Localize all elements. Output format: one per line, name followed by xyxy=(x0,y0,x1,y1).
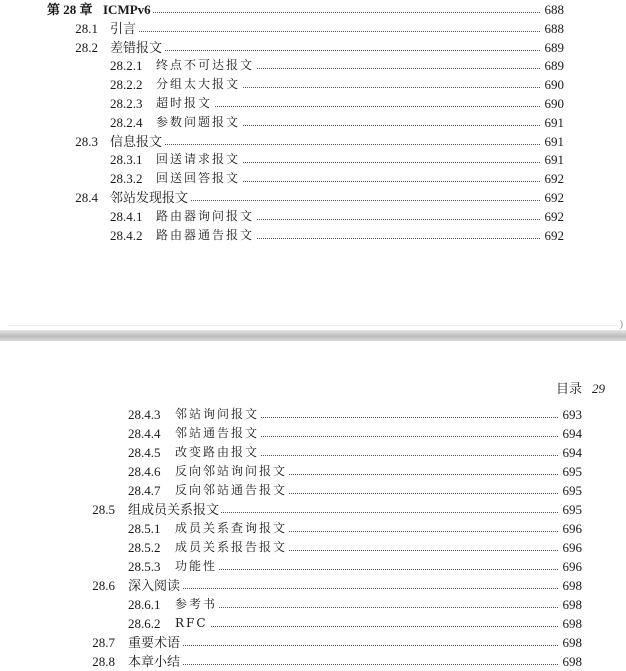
toc-entry xyxy=(0,538,626,557)
toc-entry-title: 成员关系查询报文 xyxy=(175,519,289,538)
dot-leader xyxy=(110,50,540,51)
dot-leader xyxy=(110,144,540,145)
toc-entry xyxy=(0,614,626,633)
toc-entry-page: 698 xyxy=(562,654,582,669)
toc-entry-title: 重要术语 xyxy=(128,635,181,650)
toc-entry-number: 28.3 xyxy=(75,133,98,149)
toc-entry xyxy=(0,207,626,226)
toc-entry-page: 696 xyxy=(562,521,582,536)
toc-entry-page: 689 xyxy=(544,58,564,74)
dot-leader xyxy=(175,569,558,570)
toc-entry-page: 690 xyxy=(544,96,564,111)
toc-entry-number: 28.3.2 xyxy=(110,171,143,187)
toc-entry xyxy=(0,519,626,538)
toc-entry xyxy=(0,424,626,443)
toc-entry-page: 693 xyxy=(562,407,582,422)
toc-entry xyxy=(0,443,626,462)
toc-entry-page: 692 xyxy=(544,190,564,205)
toc-entry-number: 28.4 xyxy=(75,190,98,205)
toc-entry-number: 28.5.3 xyxy=(128,559,161,574)
toc-entry-page: 698 xyxy=(562,578,582,593)
toc-entry-page: 692 xyxy=(544,171,564,187)
toc-entry xyxy=(0,595,626,614)
toc-entry-title: RFC xyxy=(175,614,210,633)
dot-leader xyxy=(128,664,558,665)
toc-entry-page: 692 xyxy=(544,227,564,243)
toc-entry-number: 28.4.1 xyxy=(110,208,143,224)
toc-entry xyxy=(0,226,626,245)
dot-leader xyxy=(175,626,558,627)
toc-entry-number: 28.4.5 xyxy=(128,445,161,460)
toc-entry-title: 功能性 xyxy=(175,557,219,576)
toc-entry-page: 698 xyxy=(562,616,582,631)
toc-entry-number: 28.4.7 xyxy=(128,483,161,498)
toc-entry-title: 邻站发现报文 xyxy=(110,190,189,205)
toc-entry xyxy=(0,150,626,169)
toc-entry-page: 695 xyxy=(562,483,582,498)
dot-leader xyxy=(128,588,558,589)
toc-entry xyxy=(0,462,626,481)
toc-entry xyxy=(0,188,626,207)
toc-entry xyxy=(0,557,626,576)
toc-entry xyxy=(0,38,626,57)
toc-entry-page: 694 xyxy=(562,445,582,460)
dot-leader xyxy=(175,607,558,608)
toc-entry xyxy=(0,169,626,188)
toc-entry-page: 696 xyxy=(562,559,582,574)
toc-entry-title: 本章小结 xyxy=(128,654,181,669)
toc-entry-title: 邻站询问报文 xyxy=(175,405,261,424)
toc-entry xyxy=(0,0,626,19)
toc-entry-number: 第 28 章 xyxy=(47,2,93,17)
toc-entry xyxy=(0,405,626,424)
dot-leader xyxy=(103,12,540,13)
toc-entry-page: 690 xyxy=(544,77,564,93)
toc-entry-number: 28.4.4 xyxy=(128,426,161,441)
dot-leader xyxy=(128,645,558,646)
toc-entry-title: 邻站通告报文 xyxy=(175,424,261,443)
toc-entry xyxy=(0,94,626,113)
toc-entry xyxy=(0,500,626,519)
toc-entry-title: ICMPv6 xyxy=(103,2,151,17)
toc-entry xyxy=(0,56,626,75)
toc-entry-title: 参数问题报文 xyxy=(156,113,242,132)
toc-entry-title: 信息报文 xyxy=(110,133,163,149)
page-edge-line xyxy=(8,325,618,326)
toc-entry-number: 28.3.1 xyxy=(110,152,143,168)
toc-entry-number: 28.4.3 xyxy=(128,407,161,422)
toc-entry-number: 28.7 xyxy=(92,635,115,650)
toc-entry xyxy=(0,576,626,595)
toc-entry-title: 回送回答报文 xyxy=(156,169,242,188)
toc-entry-page: 691 xyxy=(544,133,564,149)
toc-entry xyxy=(0,19,626,38)
toc-entry xyxy=(0,132,626,151)
toc-entry-title: 路由器通告报文 xyxy=(156,226,256,245)
toc-entry-number: 28.8 xyxy=(92,654,115,669)
toc-entry-title: 深入阅读 xyxy=(128,578,181,593)
toc-entry xyxy=(0,652,626,671)
toc-entry-page: 696 xyxy=(562,540,582,555)
toc-entry xyxy=(0,481,626,500)
toc-entry-page: 698 xyxy=(562,635,582,650)
toc-entry-number: 28.4.6 xyxy=(128,464,161,479)
toc-entry-number: 28.4.2 xyxy=(110,227,143,243)
toc-entry-title: 差错报文 xyxy=(110,39,163,55)
toc-entry-title: 反向邻站询问报文 xyxy=(175,462,289,481)
toc-entry-page: 695 xyxy=(562,502,582,517)
toc-entry-page: 691 xyxy=(544,114,564,130)
toc-entry-page: 688 xyxy=(544,20,564,36)
toc-entry-page: 694 xyxy=(562,426,582,441)
toc-entry-number: 28.6.2 xyxy=(128,616,161,631)
toc-entry-page: 695 xyxy=(562,464,582,479)
toc-entry-number: 28.2.1 xyxy=(110,58,143,74)
toc-entry-number: 28.1 xyxy=(75,20,98,36)
toc-entry-number: 28.5.2 xyxy=(128,540,161,555)
running-head xyxy=(556,378,605,397)
toc-entry-number: 28.2.3 xyxy=(110,96,143,111)
toc-entry-title: 组成员关系报文 xyxy=(128,502,220,517)
toc-entry-number: 28.2.4 xyxy=(110,114,143,130)
page-separator xyxy=(0,330,626,341)
toc-entry-page: 688 xyxy=(544,2,564,17)
toc-entry-title: 路由器询问报文 xyxy=(156,207,256,226)
running-head-page-number: 29 xyxy=(592,381,606,396)
toc-entry-title: 回送请求报文 xyxy=(156,150,242,169)
toc-entry-page: 691 xyxy=(544,152,564,168)
toc-entry xyxy=(0,633,626,652)
toc-entry-title: 成员关系报告报文 xyxy=(175,538,289,557)
toc-entry-page: 692 xyxy=(544,208,564,224)
toc-entry-page: 698 xyxy=(562,597,582,612)
page-curl-mark: ) xyxy=(619,318,623,330)
toc-entry-number: 28.6 xyxy=(92,578,115,593)
toc-entry-title: 反向邻站通告报文 xyxy=(175,481,289,500)
toc-entry-title: 引言 xyxy=(110,20,137,36)
toc-entry-title: 终点不可达报文 xyxy=(156,56,256,75)
toc-entry-number: 28.2.2 xyxy=(110,77,143,93)
toc-entry xyxy=(0,75,626,94)
toc-entry-title: 超时报文 xyxy=(156,94,214,113)
toc-entry-title: 分组太大报文 xyxy=(156,75,242,94)
toc-entry-number: 28.5.1 xyxy=(128,521,161,536)
toc-entry-number: 28.5 xyxy=(92,502,115,517)
toc-entry-number: 28.6.1 xyxy=(128,597,161,612)
toc-entry-title: 参考书 xyxy=(175,595,219,614)
dot-leader xyxy=(110,31,540,32)
toc-entry-page: 689 xyxy=(544,39,564,55)
toc-entry-title: 改变路由报文 xyxy=(175,443,261,462)
toc-entry-number: 28.2 xyxy=(75,39,98,55)
toc-entry xyxy=(0,113,626,132)
running-head-label: 目录 xyxy=(556,382,583,397)
